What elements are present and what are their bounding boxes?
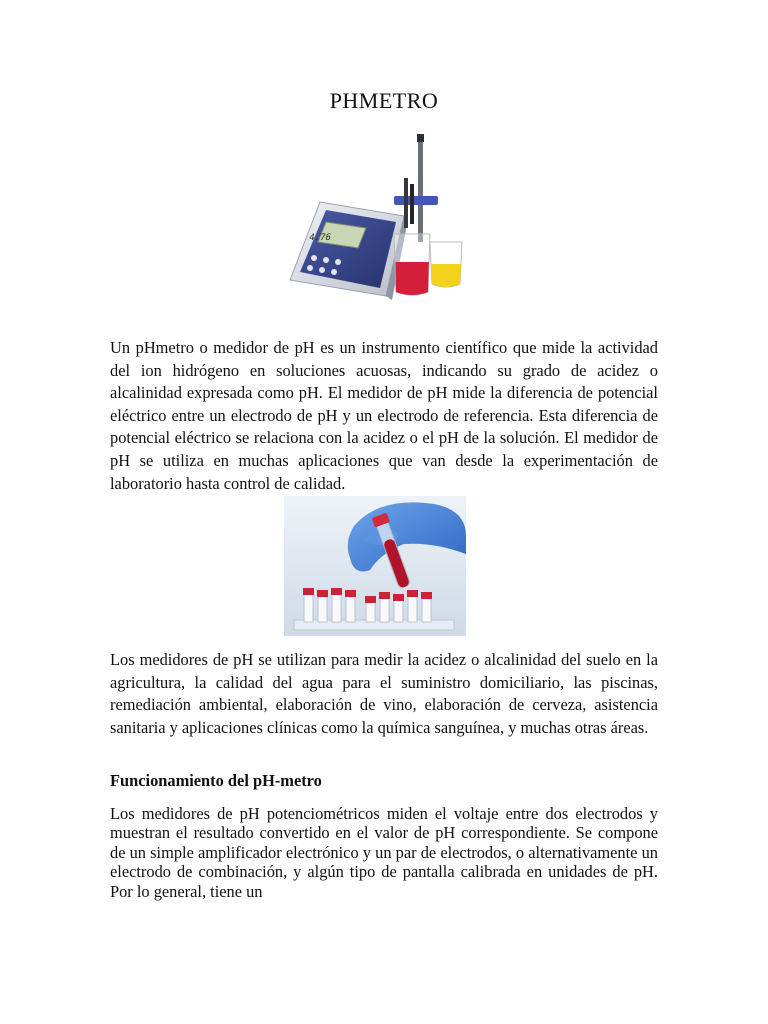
ph-meter-with-beakers-image (284, 130, 470, 302)
intro-paragraph: Un pHmetro o medidor de pH es un instrumento científico que mide la actividad del ion hidrógeno en soluciones acuosas, indicando su grado de acidez o alcalinidad expresada como pH. El medidor de pH mide la diferencia de potencial eléctrico entre un electrodo de pH y un electrodo de referencia. Esta diferencia de potencial eléctrico se relaciona con la acidez o el pH de la solución. El medidor de pH se utiliza en muchas aplicaciones que van desde la experimentación de laboratorio hasta control de calidad. (110, 338, 658, 493)
meter-display-text: 4.76 (307, 233, 332, 243)
section-heading: Funcionamiento del pH-metro (110, 771, 322, 790)
lab-sample-icon (284, 496, 466, 636)
gloved-hand-blood-sample-tubes-image (284, 496, 466, 636)
functioning-paragraph: Los medidores de pH potenciométricos miden el voltaje entre dos electrodos y muestran el resultado convertido en el valor de pH correspondiente. Se compone de un simple amplificador electrónico y un par de electrodos, o alternativamente un electrodo de combinación, y algún tipo de pantalla calibrada en unidades de pH. Por lo general, tiene un (110, 804, 658, 901)
ph-meter-icon (284, 130, 470, 302)
applications-paragraph: Los medidores de pH se utilizan para medir la acidez o alcalinidad del suelo en la agricultura, la calidad del agua para el suministro domiciliario, las piscinas, remediación ambiental, elaboración de vino, elaboración de cerveza, asistencia sanitaria y aplicaciones clínicas como la química sanguínea, y muchas otras áreas. (110, 650, 658, 737)
page-title: PHMETRO (329, 88, 439, 113)
